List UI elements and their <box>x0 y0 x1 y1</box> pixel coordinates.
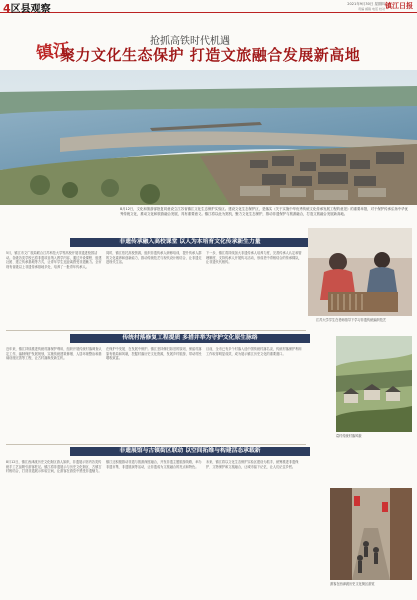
section-3-col-1: 8月12日，镇江西津渡历史文化街区游人如织，非遗展示馆内各类传统手工艺品吸引游客驻足。镇江将非遗展示与历史文化街区、古镇古村相结合，打造非遗展示体验空间，让游客在游览中感受非遗魅力。 <box>6 460 102 474</box>
section-2-col-1: 近年来，镇江持续推进传统村落保护利用，组织开展传统村落调查认定工作，编制保护发展规划，实施传统建筑修缮、人居环境整治和基础设施完善等工程，让古村落焕发新生机。 <box>6 347 102 361</box>
section-3-photo <box>330 488 412 580</box>
section-2-heading: 传统村落修复工程提质 多措并举为守护文化原生脉络 <box>70 334 310 343</box>
editor-line: 责编 邮箱 电话 校对 <box>358 7 385 11</box>
section-1-col-3: 下一步，镇江将持续加大非遗传承人培养力度，完善传承人认定和管理制度，支持传承人开展传习活动，形成老中青相结合的传承梯队，让非遗代代相传。 <box>206 251 302 265</box>
section-2-photo <box>336 336 412 432</box>
divider <box>6 330 306 331</box>
section-2-col-3: 目前，全市已有多个村落入选中国传统村落名录，传统村落保护利用工作取得明显成效，成为展示镇江历史文化的重要窗口。 <box>206 347 302 356</box>
headline: 聚力文化生态保护 打造文旅融合发展新高地 <box>60 46 361 64</box>
headline-kicker: 抢抓高铁时代机遇 <box>150 36 230 47</box>
section-1-col-2: 同时，镇江依托高校资源，组织非遗传承人研修培训，提升传承人群的文化素养和创新能力，推动传统技艺与现代设计相结合，让非遗走进现代生活。 <box>106 251 202 265</box>
section-1-heading: 非遗传承融入高校课堂 以人为本培育文化传承新生力量 <box>70 238 310 247</box>
section-3-col-3: 未来，镇江将以文化生态保护实验区建设为抓手，统筹推进非遗保护、文物保护和文旅融合，让城市留下记忆，让人们记住乡愁。 <box>206 460 299 469</box>
page-number: 4 <box>3 2 11 15</box>
page-header <box>0 0 417 13</box>
section-2-col-2: 在保护中发展、在发展中保护。镇江坚持修旧如旧的原则，保留村落原有格局和风貌，挖掘村落历史文化资源，发展乡村旅游，带动村民增收致富。 <box>106 347 202 361</box>
divider <box>6 444 306 445</box>
section-3-col-2: 镇江还积极推动非遗与旅游深度融合，开发非遗主题旅游线路，举办非遗市集、非遗展演等活动，让非遗成为文旅融合的亮点和特色。 <box>106 460 202 469</box>
masthead: 镇江日报 <box>385 2 413 10</box>
section-1-photo-caption: 江苏大学学生在老师指导下学习非遗传统编织技艺 <box>316 318 387 322</box>
section-2-photo-caption: 葛村传统村落风貌 <box>336 434 362 438</box>
section-3-heading: 非遗展馆与古镇街区联动 以空间拓维与构建活态承载新 <box>70 447 310 456</box>
section-1-photo <box>308 228 412 316</box>
article-intro: 8月12日，文化和旅游部批复同意设立江苏省镇江文化生态保护实验区。建设文化生态保护区，是落实《关于实施中华优秀传统文化传承发展工程的意见》的重要举措，对于保护传承弘扬中华优秀传统文化，推动文化和旅游融合发展，具有重要意义。镇江将以此为契机，聚力文化生态保护，推动非遗保护与旅游融合，打造文旅融合发展新高地。 <box>120 207 408 216</box>
section-tag <box>3 0 51 15</box>
region-tag: 镇江 <box>35 39 72 65</box>
section-name: 区县观察 <box>10 4 51 15</box>
publication-meta: 2021年9月30日 星期四 <box>347 2 385 6</box>
section-1-col-1: 5月，镇江市文广旅局联合江苏科技大学等高校开展非遗进校园活动。各级各类学校已将非遗项目纳入教学内容，通过开设课程、组建社团、建立传承基地等方式，让青年学生近距离感受非遗魅力。全市现有省级以上非遗传承基地多处，培养了一批青年传承人。 <box>6 251 102 269</box>
section-3-photo-caption: 游客在西津渡历史文化街区游览 <box>330 582 375 586</box>
hero-aerial-photo <box>0 70 417 205</box>
